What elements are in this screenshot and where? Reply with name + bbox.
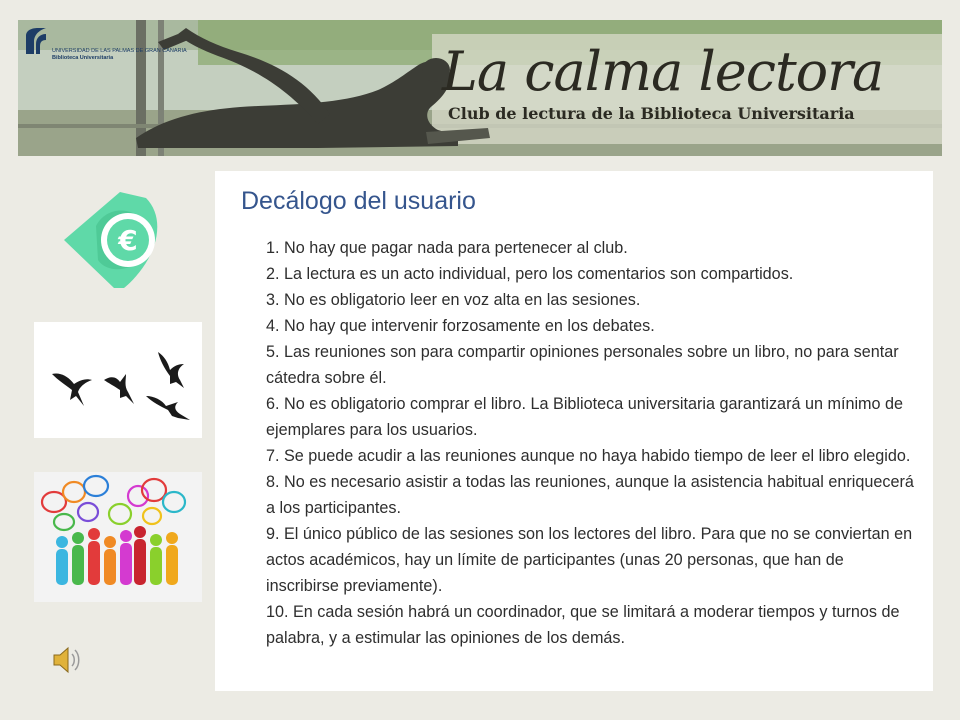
euro-icon [62,190,162,290]
birds-image [34,322,202,438]
rule-item: 5. Las reuniones son para compartir opiniones personales sobre un libro, no para sentar cátedra sobre él. [266,343,899,387]
rule-item: 3. No es obligatorio leer en voz alta en las sesiones. [266,291,641,309]
rule-item: 1. No hay que pagar nada para pertenecer al club. [266,239,628,257]
banner-title: La calma lectora [442,40,884,103]
rules-list [266,235,916,651]
rule-item: 9. El único público de las sesiones son los lectores del libro. Para que no se conviertan en actos académicos, hay un límite de participantes (unas 20 personas, que han de inscribirse previamente). [266,525,913,595]
logo-university-name: UNIVERSIDAD DE LAS PALMAS DE GRAN CANARIA [52,48,187,54]
speaker-icon[interactable] [50,644,84,676]
people-speech-bubbles-image [34,472,202,602]
rule-item: 4. No hay que intervenir forzosamente en los debates. [266,317,655,335]
rule-item: 6. No es obligatorio comprar el libro. La Biblioteca universitaria garantizará un mínimo de ejemplares para los usuarios. [266,395,904,439]
rule-item: 10. En cada sesión habrá un coordinador, que se limitará a moderar tiempos y turnos de palabra, y a estimular las opiniones de los demás. [266,603,900,647]
rule-item: 7. Se puede acudir a las reuniones aunque no haya habido tiempo de leer el libro elegido. [266,447,911,465]
decalogue-panel [215,171,933,691]
page-title: Decálogo del usuario [241,187,476,215]
university-logo-icon [22,26,50,56]
header-banner [18,20,942,156]
banner-subtitle: Club de lectura de la Biblioteca Universitaria [448,104,855,123]
svg-text:€: € [118,224,138,257]
rule-item: 2. La lectura es un acto individual, pero los comentarios son compartidos. [266,265,794,283]
university-logo [20,24,187,68]
logo-library-name: Biblioteca Universitaria [52,55,114,61]
rule-item: 8. No es necesario asistir a todas las reuniones, aunque la asistencia habitual enriquecerá a los participantes. [266,473,914,517]
